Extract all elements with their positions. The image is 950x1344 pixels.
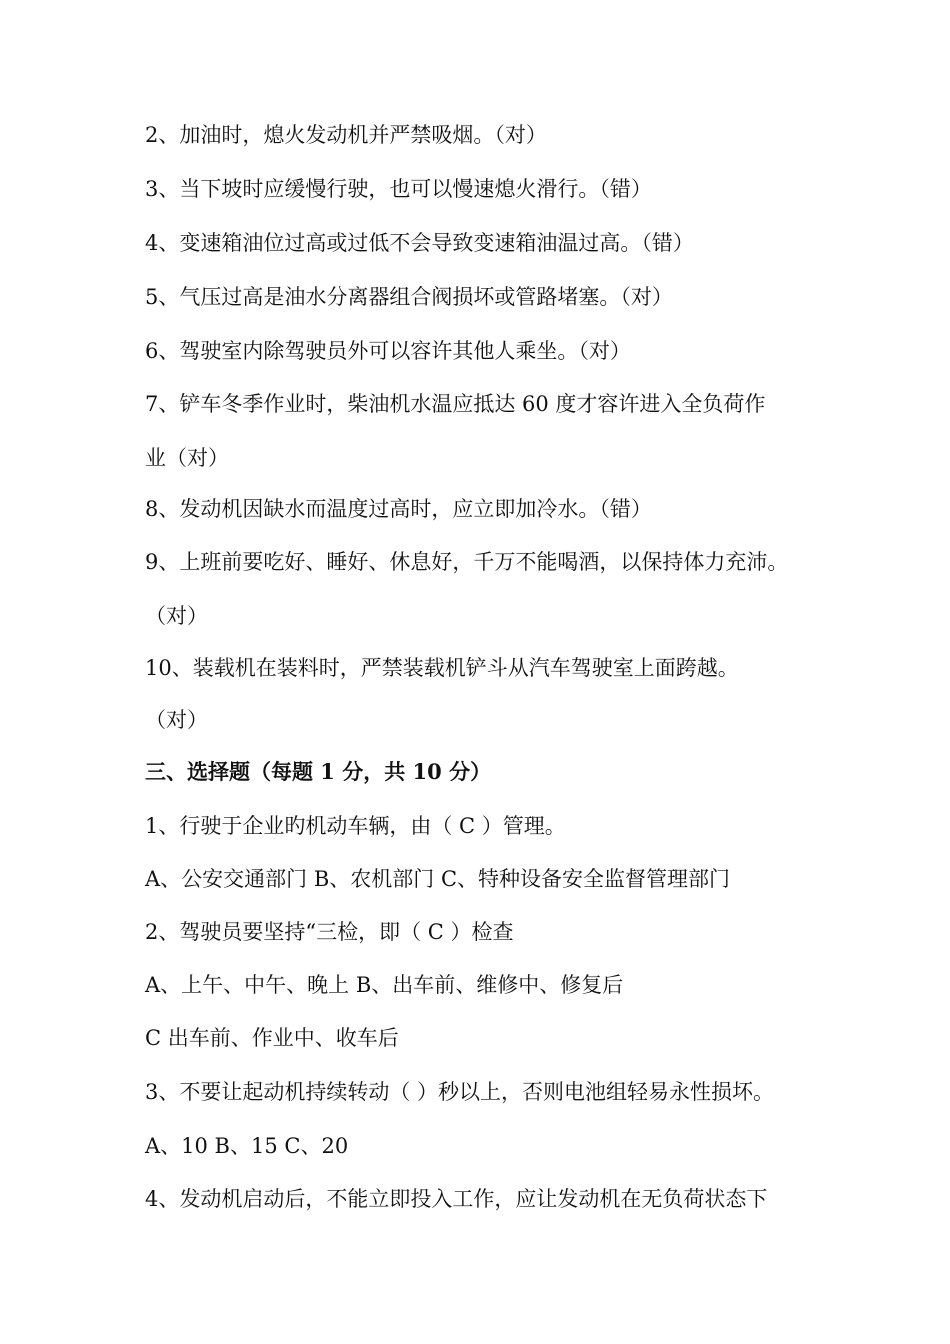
text-line: 3、当下坡时应缓慢行驶，也可以慢速熄火滑行。（错） [145, 177, 652, 201]
question-line: 1、行驶于企业旳机动车辆，由（ C ）管理。 [145, 814, 566, 838]
question-line: 4、发动机启动后，不能立即投入工作，应让发动机在无负荷状态下 [145, 1187, 768, 1211]
text-line: 6、驾驶室内除驾驶员外可以容许其他人乘坐。（对） [145, 339, 631, 363]
text-line: 8、发动机因缺水而温度过高时，应立即加冷水。（错） [145, 497, 652, 521]
text-line: 5、气压过高是油水分离器组合阀损坏或管路堵塞。（对） [145, 285, 673, 309]
text-line: 业（对） [145, 446, 229, 470]
question-line: 2、驾驶员要坚持“三检，即（ C ）检查 [145, 920, 514, 944]
options-line: A、上午、中午、晚上 B、出车前、维修中、修复后 [145, 973, 624, 997]
text-line: 9、上班前要吃好、睡好、休息好，千万不能喝酒，以保持体力充沛。 [145, 550, 789, 574]
text-line: （对） [145, 708, 208, 732]
text-line: 2、加油时，熄火发动机并严禁吸烟。（对） [145, 123, 547, 147]
text-line: 10、装载机在装料时，严禁装载机铲斗从汽车驾驶室上面跨越。 [145, 656, 739, 680]
options-line: A、公安交通部门 B、农机部门 C、特种设备安全监督管理部门 [145, 867, 731, 891]
text-line: 7、铲车冬季作业时，柴油机水温应抵达 60 度才容许进入全负荷作 [145, 392, 766, 416]
text-line: 4、变速箱油位过高或过低不会导致变速箱油温过高。（错） [145, 231, 694, 255]
section-heading: 三、选择题（每题 1 分，共 10 分） [145, 759, 492, 784]
text-line: （对） [145, 604, 208, 628]
options-line: A、10 B、15 C、20 [145, 1134, 349, 1158]
options-line: C 出车前、作业中、收车后 [145, 1026, 399, 1050]
question-line: 3、不要让起动机持续转动（ ）秒以上，否则电池组轻易永性损坏。 [145, 1080, 775, 1104]
